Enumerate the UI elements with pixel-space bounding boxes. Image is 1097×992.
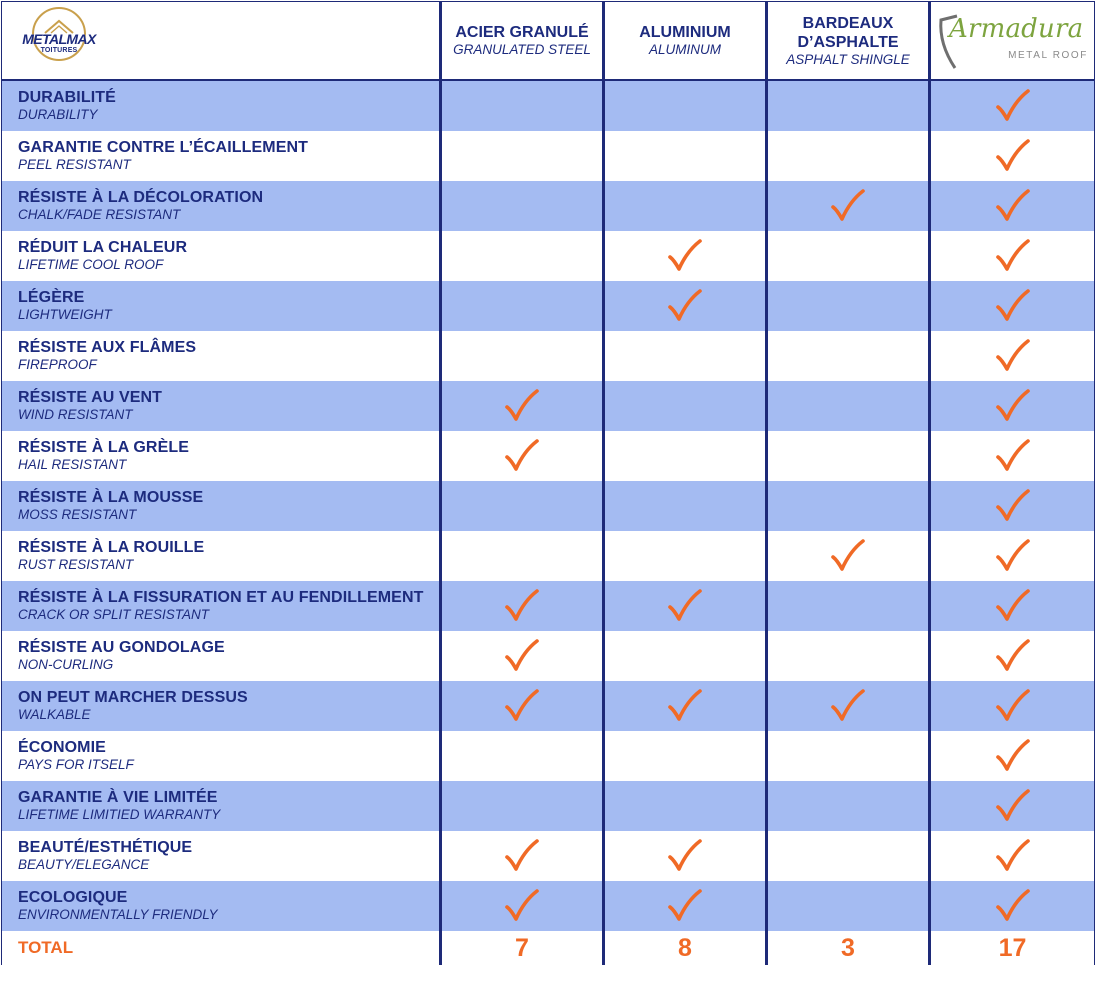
check-cell (604, 681, 767, 731)
check-cell (604, 631, 767, 681)
feature-label-fr: DURABILITÉ (18, 89, 116, 106)
column-header-armadura (930, 2, 1095, 81)
check-cell (441, 581, 604, 631)
feature-cell (2, 731, 441, 781)
check-cell (930, 231, 1095, 281)
check-cell (441, 731, 604, 781)
feature-label-en: LIFETIME LIMITIED WARRANTY (18, 807, 221, 822)
check-icon (993, 736, 1033, 776)
check-cell (604, 581, 767, 631)
feature-label-fr: RÉSISTE AU VENT (18, 389, 163, 406)
total-value: 17 (930, 931, 1095, 965)
feature-label-en: HAIL RESISTANT (18, 457, 127, 472)
check-cell (604, 431, 767, 481)
check-cell (930, 131, 1095, 181)
check-cell (930, 431, 1095, 481)
feature-cell (2, 781, 441, 831)
feature-label-en: ENVIRONMENTALLY FRIENDLY (18, 907, 218, 922)
total-value: 8 (604, 931, 767, 965)
table-row (2, 431, 1095, 481)
check-icon (665, 236, 705, 276)
check-icon (993, 536, 1033, 576)
check-icon (665, 286, 705, 326)
check-cell (604, 381, 767, 431)
check-cell (767, 881, 930, 931)
check-icon (502, 386, 542, 426)
feature-label-en: WIND RESISTANT (18, 407, 133, 422)
check-cell (604, 781, 767, 831)
check-icon (828, 536, 868, 576)
table-row (2, 481, 1095, 531)
feature-cell (2, 381, 441, 431)
check-icon (665, 836, 705, 876)
feature-label-fr: LÉGÈRE (18, 289, 85, 306)
feature-cell (2, 531, 441, 581)
table-row (2, 531, 1095, 581)
feature-label-en: CRACK OR SPLIT RESISTANT (18, 607, 210, 622)
check-cell (441, 80, 604, 131)
check-cell (441, 231, 604, 281)
feature-label-en: MOSS RESISTANT (18, 507, 137, 522)
check-cell (604, 131, 767, 181)
feature-label-fr: ÉCONOMIE (18, 739, 106, 756)
feature-label-en: RUST RESISTANT (18, 557, 134, 572)
feature-cell (2, 80, 441, 131)
check-cell (930, 531, 1095, 581)
check-cell (604, 331, 767, 381)
check-icon (502, 636, 542, 676)
check-cell (604, 80, 767, 131)
total-value: 3 (767, 931, 930, 965)
table-row (2, 381, 1095, 431)
feature-label-fr: RÉDUIT LA CHALEUR (18, 239, 188, 256)
check-cell (930, 581, 1095, 631)
check-icon (993, 186, 1033, 226)
table-row (2, 231, 1095, 281)
check-cell (930, 781, 1095, 831)
feature-label-en: LIGHTWEIGHT (18, 307, 112, 322)
feature-label-en: NON-CURLING (18, 657, 114, 672)
check-cell (930, 731, 1095, 781)
check-cell (441, 831, 604, 881)
check-cell (604, 731, 767, 781)
check-cell (930, 631, 1095, 681)
column-header-asphalt (767, 2, 930, 81)
feature-label-en: PEEL RESISTANT (18, 157, 131, 172)
feature-cell (2, 681, 441, 731)
check-icon (993, 836, 1033, 876)
check-icon (993, 86, 1033, 126)
check-icon (993, 886, 1033, 926)
check-cell (767, 531, 930, 581)
column-title-fr: ALUMINIUM (639, 24, 731, 41)
check-cell (930, 481, 1095, 531)
table-row (2, 731, 1095, 781)
check-icon (665, 886, 705, 926)
total-value: 7 (441, 931, 604, 965)
column-title-en: GRANULATED STEEL (453, 42, 591, 57)
check-cell (930, 831, 1095, 881)
feature-cell (2, 831, 441, 881)
feature-label-fr: BEAUTÉ/ESTHÉTIQUE (18, 839, 193, 856)
check-icon (993, 786, 1033, 826)
column-header-steel (441, 2, 604, 81)
feature-cell (2, 631, 441, 681)
armadura-logo (931, 6, 1094, 76)
metalmax-logo-cell (2, 2, 441, 81)
check-icon (502, 436, 542, 476)
check-cell (441, 131, 604, 181)
check-cell (767, 681, 930, 731)
feature-label-fr: RÉSISTE À LA ROUILLE (18, 539, 205, 556)
check-cell (930, 331, 1095, 381)
check-cell (767, 781, 930, 831)
table-row (2, 80, 1095, 131)
check-cell (604, 831, 767, 881)
check-cell (767, 631, 930, 681)
check-cell (930, 381, 1095, 431)
feature-cell (2, 581, 441, 631)
column-title-fr: BARDEAUX D’ASPHALTE (797, 14, 899, 51)
check-cell (441, 881, 604, 931)
armadura-sub: METAL ROOF (1008, 49, 1088, 61)
check-cell (930, 881, 1095, 931)
check-cell (930, 80, 1095, 131)
feature-label-fr: RÉSISTE À LA GRÈLE (18, 439, 190, 456)
feature-label-en: BEAUTY/ELEGANCE (18, 857, 150, 872)
table-row (2, 631, 1095, 681)
check-icon (993, 336, 1033, 376)
check-cell (767, 481, 930, 531)
check-cell (441, 531, 604, 581)
table-row (2, 131, 1095, 181)
feature-label-en: FIREPROOF (18, 357, 97, 372)
check-cell (441, 431, 604, 481)
check-icon (993, 286, 1033, 326)
feature-cell (2, 331, 441, 381)
feature-cell (2, 231, 441, 281)
feature-label-en: PAYS FOR ITSELF (18, 757, 134, 772)
feature-cell (2, 281, 441, 331)
check-icon (993, 636, 1033, 676)
table-row (2, 781, 1095, 831)
check-icon (993, 236, 1033, 276)
logo-name: METALMAX (22, 31, 96, 47)
check-icon (828, 686, 868, 726)
total-row (2, 931, 1095, 965)
feature-label-fr: RÉSISTE AUX FLÂMES (18, 339, 197, 356)
header-row (2, 2, 1095, 81)
check-cell (767, 831, 930, 881)
check-cell (767, 181, 930, 231)
check-cell (930, 181, 1095, 231)
table-row (2, 181, 1095, 231)
table-row (2, 581, 1095, 631)
feature-label-en: LIFETIME COOL ROOF (18, 257, 164, 272)
check-cell (767, 381, 930, 431)
check-icon (502, 886, 542, 926)
feature-label-en: CHALK/FADE RESISTANT (18, 207, 181, 222)
check-icon (502, 836, 542, 876)
table-row (2, 331, 1095, 381)
check-icon (993, 136, 1033, 176)
check-cell (441, 631, 604, 681)
check-cell (441, 331, 604, 381)
check-icon (993, 486, 1033, 526)
column-title-en: ALUMINUM (648, 42, 721, 57)
check-cell (604, 231, 767, 281)
check-icon (665, 586, 705, 626)
check-icon (993, 586, 1033, 626)
check-cell (604, 881, 767, 931)
check-icon (993, 686, 1033, 726)
feature-label-fr: GARANTIE CONTRE L’ÉCAILLEMENT (18, 139, 309, 156)
check-icon (502, 686, 542, 726)
feature-label-fr: RÉSISTE À LA MOUSSE (18, 489, 204, 506)
check-icon (828, 186, 868, 226)
table-row (2, 881, 1095, 931)
check-icon (502, 586, 542, 626)
check-cell (767, 131, 930, 181)
check-cell (604, 181, 767, 231)
feature-cell (2, 481, 441, 531)
feature-label-fr: ECOLOGIQUE (18, 889, 128, 906)
check-cell (767, 281, 930, 331)
check-icon (993, 386, 1033, 426)
check-cell (767, 731, 930, 781)
feature-label-fr: RÉSISTE À LA DÉCOLORATION (18, 189, 264, 206)
check-cell (441, 481, 604, 531)
check-cell (604, 281, 767, 331)
feature-cell (2, 181, 441, 231)
feature-label-fr: RÉSISTE À LA FISSURATION ET AU FENDILLEMENT (18, 589, 424, 606)
check-icon (993, 436, 1033, 476)
table-row (2, 681, 1095, 731)
feature-cell (2, 881, 441, 931)
check-cell (930, 281, 1095, 331)
feature-cell (2, 431, 441, 481)
check-cell (604, 531, 767, 581)
check-cell (441, 181, 604, 231)
check-cell (441, 281, 604, 331)
column-title-en: ASPHALT SHINGLE (786, 51, 910, 67)
check-cell (930, 681, 1095, 731)
column-header-aluminum (604, 2, 767, 81)
table-row (2, 831, 1095, 881)
check-icon (665, 686, 705, 726)
total-label: TOTAL (2, 931, 441, 965)
metalmax-logo (14, 7, 104, 69)
feature-label-fr: GARANTIE À VIE LIMITÉE (18, 789, 218, 806)
check-cell (441, 681, 604, 731)
armadura-name: Armadura (949, 13, 1084, 44)
check-cell (767, 431, 930, 481)
check-cell (767, 581, 930, 631)
check-cell (767, 331, 930, 381)
column-title-fr: ACIER GRANULÉ (455, 24, 589, 41)
table-row (2, 281, 1095, 331)
feature-cell (2, 131, 441, 181)
check-cell (604, 481, 767, 531)
check-cell (441, 781, 604, 831)
check-cell (441, 381, 604, 431)
feature-label-fr: RÉSISTE AU GONDOLAGE (18, 639, 225, 656)
logo-sub: TOITURES (40, 47, 78, 54)
feature-label-en: WALKABLE (18, 707, 91, 722)
check-cell (767, 80, 930, 131)
comparison-table (1, 1, 1095, 965)
feature-label-en: DURABILITY (18, 107, 98, 122)
feature-label-fr: ON PEUT MARCHER DESSUS (18, 689, 248, 706)
check-cell (767, 231, 930, 281)
